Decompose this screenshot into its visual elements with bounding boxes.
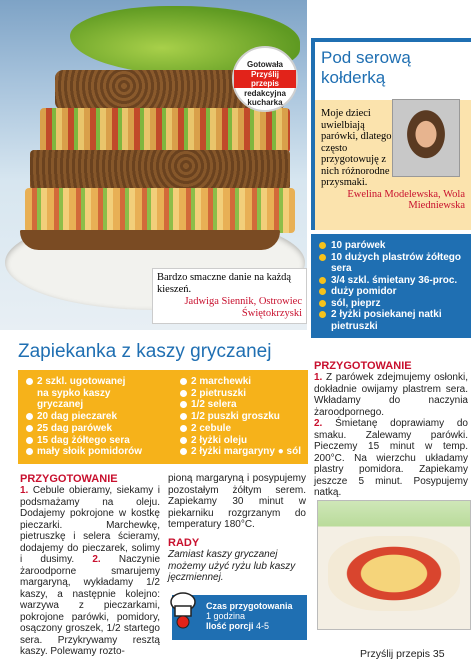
recipe2-prep-heading: PRZYGOTOWANIE bbox=[314, 360, 412, 372]
ingredient-item: gryczanej bbox=[37, 399, 84, 411]
recipe2-ingredients bbox=[311, 234, 471, 338]
recipe1-ingredients bbox=[18, 370, 308, 464]
dish-image bbox=[328, 536, 460, 611]
tips-text: Zamiast kaszy gryczanej możemy użyć ryżu lub kaszy jęczmiennej. bbox=[168, 549, 296, 583]
step-text-continued: pioną margaryną i posypujemy pozostałym żółtym serem. Zapiekamy 30 minut w piekarniku rozgrzanym do temperatury 180°C. bbox=[168, 473, 306, 530]
portions-value: 4-5 bbox=[256, 621, 270, 631]
step-text: Śmietanę doprawiamy do smaku. Zalewamy parówki. Pieczemy 15 minut w temp. 200°C. Na wierzchu układamy plastry pomidora. Zapiekamy jeszcze 5 minut. Posypujemy natką. bbox=[314, 418, 468, 498]
quote-text: Moje dzieci uwielbiają parówki, dlatego często przygotowuję z nich różnorodne przysmaki. bbox=[321, 108, 392, 188]
ingredient-item: 2 marchewki bbox=[180, 376, 306, 388]
ingredient-item: 1/2 puszki groszku bbox=[180, 411, 306, 423]
ingredient-item: 2 cebule bbox=[180, 423, 306, 435]
step-number: 2. bbox=[92, 554, 101, 565]
badge-line-3: redakcyjna kucharka bbox=[244, 89, 286, 107]
vegetable-layer bbox=[40, 108, 290, 153]
ingredient-item: 20 dag pieczarek bbox=[26, 411, 166, 423]
ingredient-item: mały słoik pomidorów bbox=[26, 446, 166, 458]
ingredient-item: 2 łyżki posiekanej natki pietruszki bbox=[319, 309, 465, 332]
ingredient-item: 1/2 selera bbox=[180, 399, 306, 411]
chef-hat-icon bbox=[168, 590, 198, 630]
recipe2-title: Pod serową kołderką bbox=[311, 38, 471, 100]
caption-text: Bardzo smaczne danie na każdą kieszeń. bbox=[157, 272, 292, 295]
step-number: 1. bbox=[20, 485, 29, 496]
badge-line-1: Gotowała bbox=[246, 60, 283, 69]
ingredients-column-1 bbox=[26, 376, 166, 458]
page-footer: Przyślij przepis 35 bbox=[360, 648, 445, 660]
portions-label: Ilość porcji bbox=[206, 621, 254, 631]
ingredient-item: duży pomidor bbox=[319, 286, 465, 298]
recipe1-prep-heading: PRZYGOTOWANIE bbox=[20, 473, 118, 485]
photo-caption bbox=[152, 268, 307, 324]
caption-signature: Jadwiga Siennik, Ostrowiec Świętokrzyski bbox=[184, 296, 302, 319]
step-number: 2. bbox=[314, 418, 323, 429]
buckwheat-layer bbox=[30, 150, 290, 190]
ingredient-item: 25 dag parówek bbox=[26, 423, 166, 435]
ingredient-item: 2 szkl. ugotowanej bbox=[26, 376, 166, 388]
badge-line-2: Przyślij przepis bbox=[234, 70, 296, 88]
recipe1-prep-text-col1 bbox=[20, 485, 160, 658]
step-number: 1. bbox=[314, 372, 323, 383]
ingredients-column-2 bbox=[180, 376, 306, 458]
recipe1-prep-text-col2 bbox=[168, 473, 306, 531]
step-text: Cebule obieramy, siekamy i podsmażamy na oleju. Dodajemy pokrojone w kostkę pieczarki. Marchewkę, pietruszkę i selera ścieramy, dodajemy do pieczarek, solimy i dusimy. bbox=[20, 485, 160, 565]
ingredient-item: 2 łyżki margaryny ● sól bbox=[180, 446, 306, 458]
recipe2-prep-text bbox=[314, 372, 468, 499]
cooked-by-badge bbox=[232, 46, 298, 112]
step-text: Naczynie żaroodporne smarujemy margaryną, wykładamy 1/2 kaszy, a następnie kolejno: warzywa z pieczarkami, pokrojone parówki, pomidory, osączony groszek, 1/2 startego sera. Przykrywamy resztą kaszy. Polewamy rozto- bbox=[20, 554, 161, 657]
step-text: Z parówek zdejmujemy osłonki, dokładnie owijamy plastrem sera. Wkładamy do naczynia żaroodpornego. bbox=[314, 372, 468, 418]
vegetable-layer bbox=[25, 188, 295, 233]
time-label: Czas przygotowania bbox=[206, 601, 293, 611]
ingredient-item: 10 parówek bbox=[319, 240, 465, 252]
time-value: 1 godzina bbox=[206, 611, 246, 621]
quote-signature: Ewelina Modelewska, Wola Miedniewska bbox=[347, 188, 465, 211]
ingredient-item: 10 dużych plastrów żółtego sera bbox=[319, 252, 465, 275]
ingredient-item: 2 pietruszki bbox=[180, 388, 306, 400]
buckwheat-layer bbox=[20, 230, 280, 250]
sausage-dish-photo bbox=[317, 500, 471, 630]
ingredient-item: 3/4 szkl. śmietany 36-proc. bbox=[319, 275, 465, 287]
tips-heading: RADY bbox=[168, 537, 200, 549]
ingredient-item: 2 łyżki oleju bbox=[180, 435, 306, 447]
ingredient-item: na sypko kaszy bbox=[37, 387, 111, 399]
ingredient-item: sól, pieprz bbox=[319, 298, 465, 310]
ingredient-item: 15 dag żółtego sera bbox=[26, 435, 166, 447]
author-portrait bbox=[392, 99, 460, 177]
recipe1-title: Zapiekanka z kaszy gryczanej bbox=[18, 341, 272, 362]
